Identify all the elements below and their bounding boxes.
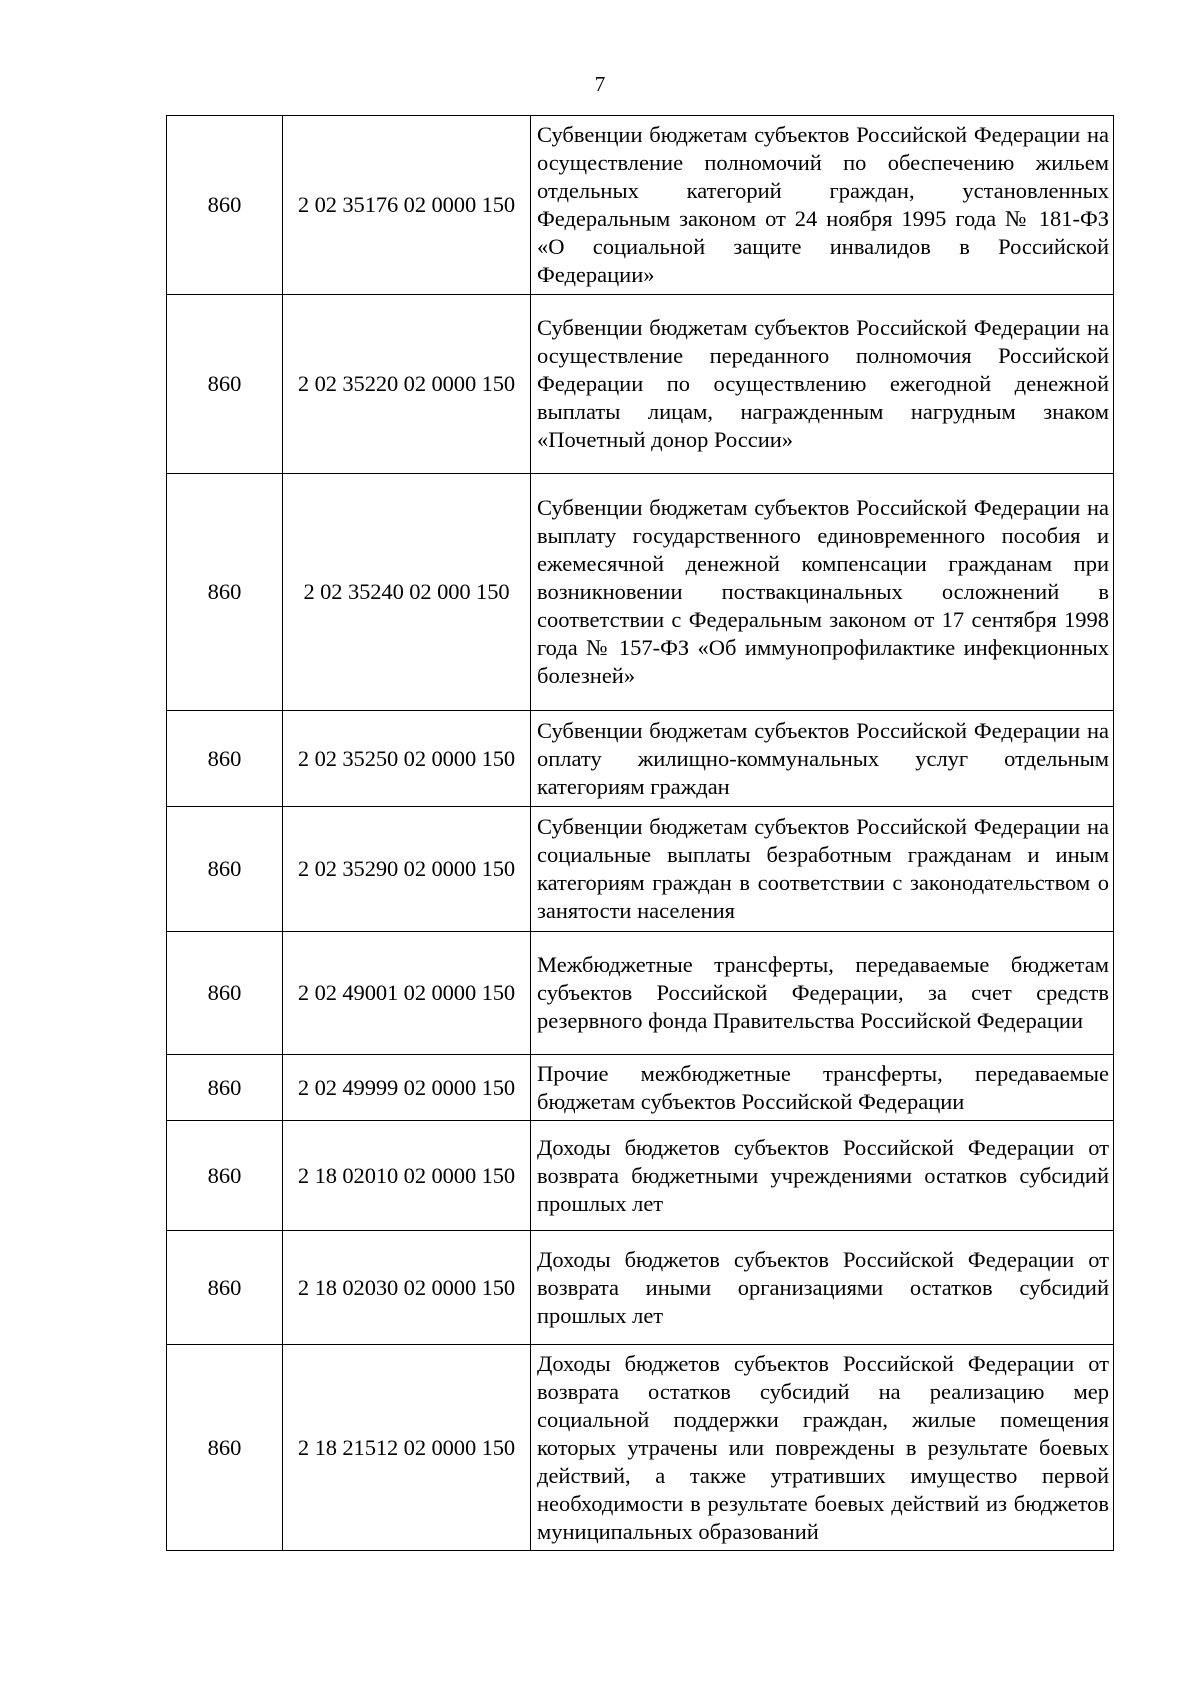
table-row [167, 116, 1114, 295]
table-row [167, 711, 1114, 807]
administrator-code-cell: 860 [167, 1055, 283, 1121]
table-row [167, 1121, 1114, 1231]
revenue-codes-table [166, 115, 1114, 1551]
revenue-description-cell: Субвенции бюджетам субъектов Российской Федерации на социальные выплаты безработным гражданам и иным категориям граждан в соответствии с законодательством о занятости населения [531, 807, 1114, 932]
table-row [167, 474, 1114, 711]
revenue-description-cell: Доходы бюджетов субъектов Российской Федерации от возврата бюджетными учреждениями остатков субсидий прошлых лет [531, 1121, 1114, 1231]
revenue-description-cell: Доходы бюджетов субъектов Российской Федерации от возврата иными организациями остатков субсидий прошлых лет [531, 1231, 1114, 1345]
budget-classification-code-cell: 2 02 35250 02 0000 150 [283, 711, 531, 807]
table-row [167, 932, 1114, 1055]
budget-classification-code-cell: 2 02 35176 02 0000 150 [283, 116, 531, 295]
revenue-description-cell: Субвенции бюджетам субъектов Российской Федерации на осуществление полномочий по обеспечению жильем отдельных категорий граждан, установленных Федеральным законом от 24 ноября 1995 года № 181-ФЗ «О социальной защите инвалидов в Российской Федерации» [531, 116, 1114, 295]
table-row [167, 1231, 1114, 1345]
revenue-description-cell: Межбюджетные трансферты, передаваемые бюджетам субъектов Российской Федерации, за счет средств резервного фонда Правительства Российской Федерации [531, 932, 1114, 1055]
budget-classification-code-cell: 2 02 35290 02 0000 150 [283, 807, 531, 932]
administrator-code-cell: 860 [167, 807, 283, 932]
table-row [167, 1055, 1114, 1121]
revenue-description-cell: Доходы бюджетов субъектов Российской Федерации от возврата остатков субсидий на реализацию мер социальной поддержки граждан, жилые помещения которых утрачены или повреждены в результате боевых действий, а также утративших имущество первой необходимости в результате боевых действий из бюджетов муниципальных образований [531, 1345, 1114, 1551]
budget-classification-code-cell: 2 02 49999 02 0000 150 [283, 1055, 531, 1121]
budget-classification-code-cell: 2 02 49001 02 0000 150 [283, 932, 531, 1055]
revenue-description-cell: Субвенции бюджетам субъектов Российской Федерации на осуществление переданного полномочия Российской Федерации по осуществлению ежегодной денежной выплаты лицам, награжденным нагрудным знаком «Почетный донор России» [531, 295, 1114, 474]
page-number: 7 [594, 72, 606, 96]
administrator-code-cell: 860 [167, 932, 283, 1055]
budget-classification-code-cell: 2 18 02030 02 0000 150 [283, 1231, 531, 1345]
administrator-code-cell: 860 [167, 1345, 283, 1551]
administrator-code-cell: 860 [167, 474, 283, 711]
budget-classification-code-cell: 2 02 35240 02 000 150 [283, 474, 531, 711]
table-row [167, 807, 1114, 932]
revenue-description-cell: Субвенции бюджетам субъектов Российской Федерации на оплату жилищно-коммунальных услуг отдельным категориям граждан [531, 711, 1114, 807]
revenue-description-cell: Субвенции бюджетам субъектов Российской Федерации на выплату государственного единовременного пособия и ежемесячной денежной компенсации гражданам при возникновении поствакцинальных осложнений в соответствии с Федеральным законом от 17 сентября 1998 года № 157-ФЗ «Об иммунопрофилактике инфекционных болезней» [531, 474, 1114, 711]
administrator-code-cell: 860 [167, 711, 283, 807]
administrator-code-cell: 860 [167, 295, 283, 474]
administrator-code-cell: 860 [167, 116, 283, 295]
administrator-code-cell: 860 [167, 1121, 283, 1231]
budget-classification-code-cell: 2 18 02010 02 0000 150 [283, 1121, 531, 1231]
budget-classification-code-cell: 2 02 35220 02 0000 150 [283, 295, 531, 474]
administrator-code-cell: 860 [167, 1231, 283, 1345]
revenue-description-cell: Прочие межбюджетные трансферты, передаваемые бюджетам субъектов Российской Федерации [531, 1055, 1114, 1121]
table-row [167, 1345, 1114, 1551]
table-row [167, 295, 1114, 474]
budget-classification-code-cell: 2 18 21512 02 0000 150 [283, 1345, 531, 1551]
